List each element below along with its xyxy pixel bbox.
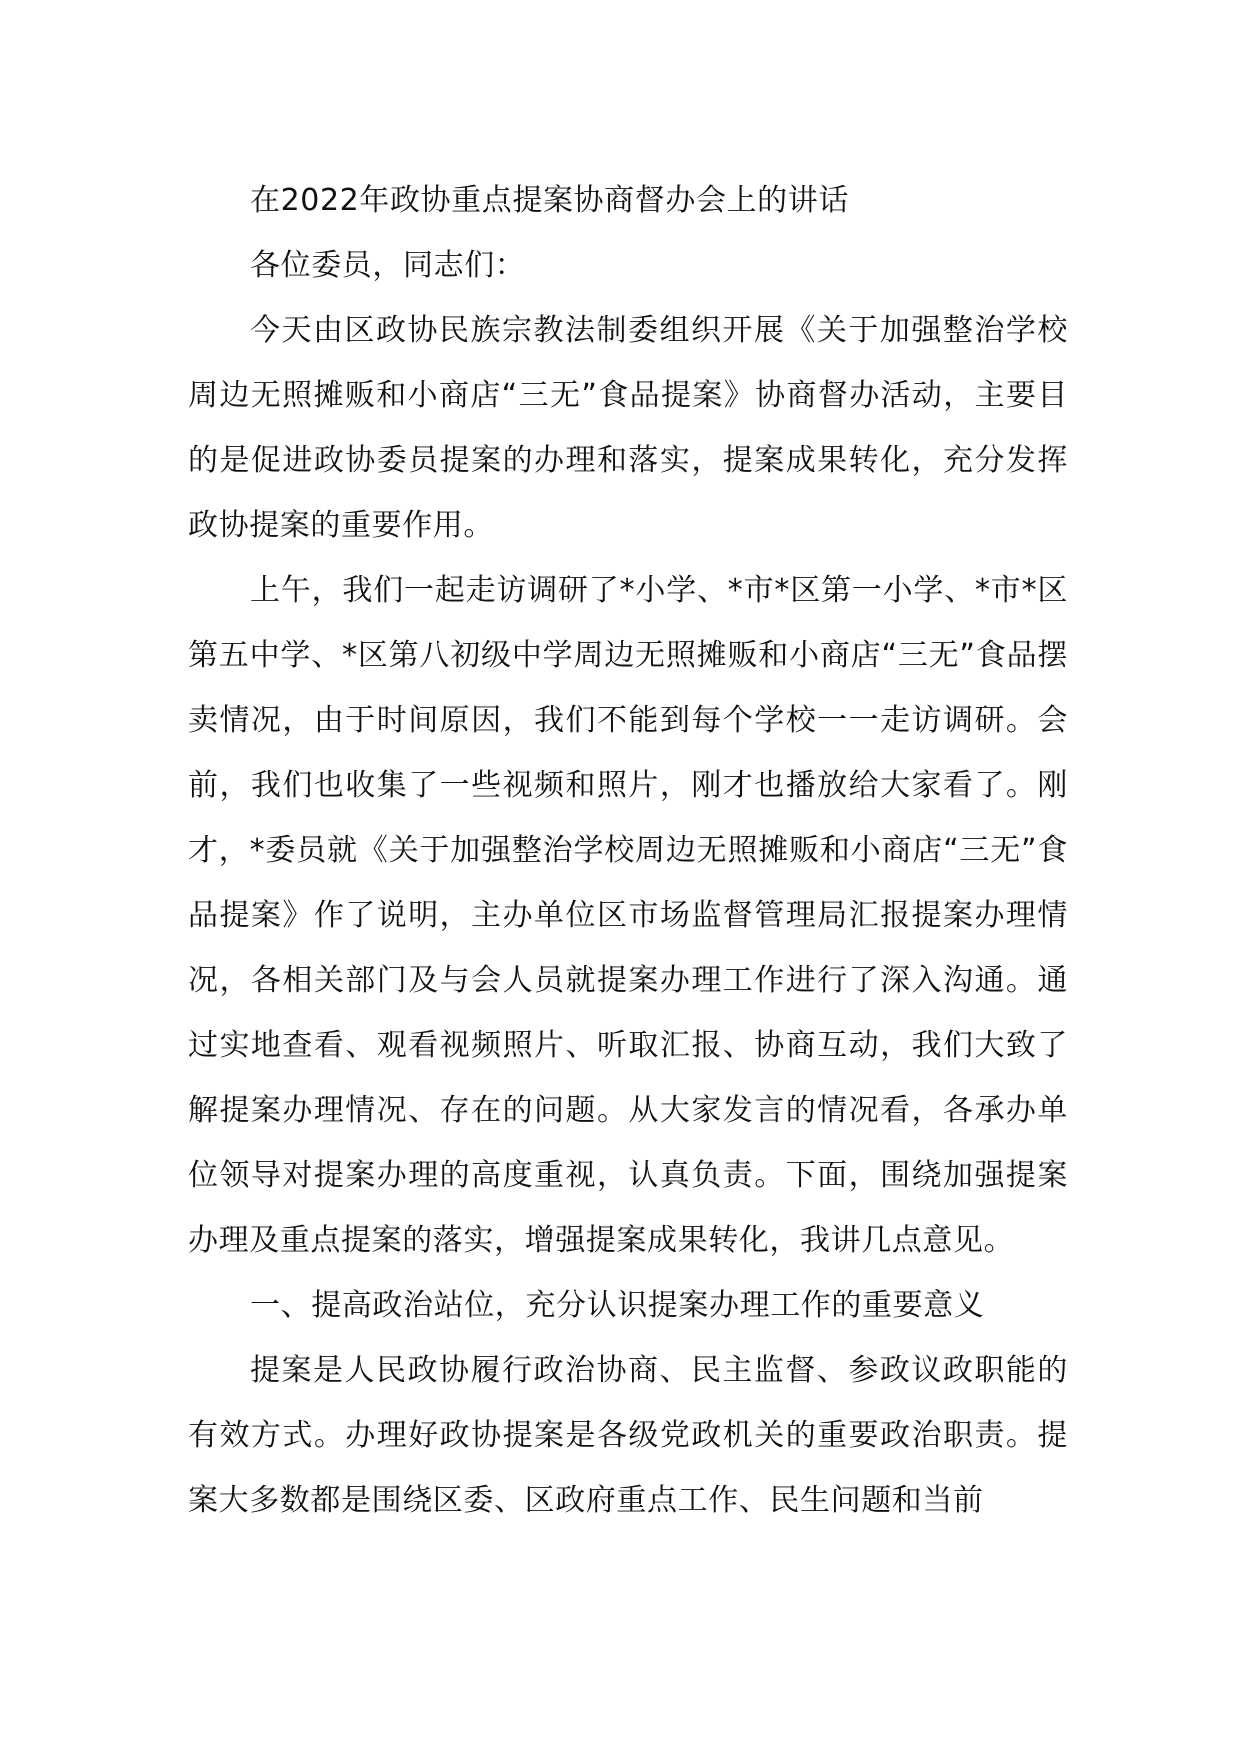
section-heading-1: 一、提高政治站位，充分认识提案办理工作的重要意义 [250,1288,985,1323]
paragraph-intro: 今天由区政协民族宗教法制委组织开展《关于加强整治学校周边无照摊贩和小商店“三无”食品提案》协商督办活动，主要目的是促进政协委员提案的办理和落实，提案成果转化，充分发挥政协提案的重要作用。 [188,313,1068,543]
document-body [188,168,1068,1533]
paragraph-research: 上午，我们一起走访调研了*小学、*市*区第一小学、*市*区第五中学、*区第八初级中学周边无照摊贩和小商店“三无”食品摆卖情况，由于时间原因，我们不能到每个学校一一走访调研。会前，我们也收集了一些视频和照片，刚才也播放给大家看了。刚才，*委员就《关于加强整治学校周边无照摊贩和小商店“三无”食品提案》作了说明，主办单位区市场监督管理局汇报提案办理情况，各相关部门及与会人员就提案办理工作进行了深入沟通。通过实地查看、观看视频照片、听取汇报、协商互动，我们大致了解提案办理情况、存在的问题。从大家发言的情况看，各承办单位领导对提案办理的高度重视，认真负责。下面，围绕加强提案办理及重点提案的落实，增强提案成果转化，我讲几点意见。 [188,573,1068,1258]
paragraph-section-1: 提案是人民政协履行政治协商、民主监督、参政议政职能的有效方式。办理好政协提案是各级党政机关的重要政治职责。提案大多数都是围绕区委、区政府重点工作、民生问题和当前 [188,1353,1068,1518]
salutation: 各位委员，同志们： [250,248,526,283]
speech-title: 在2022年政协重点提案协商督办会上的讲话 [250,183,849,218]
